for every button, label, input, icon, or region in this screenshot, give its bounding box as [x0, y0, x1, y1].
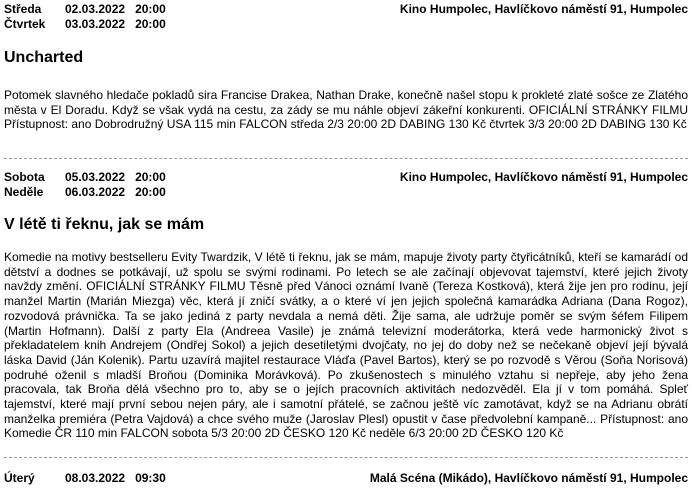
event-header	[4, 471, 688, 486]
date-row	[4, 185, 166, 200]
event-header	[4, 170, 688, 200]
date-row	[4, 471, 166, 486]
date-day: Sobota	[4, 170, 45, 184]
date-value: 05.03.2022	[65, 170, 126, 184]
date-day: Úterý	[4, 471, 35, 485]
event-divider	[4, 457, 688, 458]
event-description: Potomek slavného hledače pokladů sira Francise Drakea, Nathan Drake, konečně našel stopu k prokleté zlaté sošce ze Zlatého města v El Doradu. Když se však vydá na cestu, za zády se mu náhle objeví zákeřní konkurenti. OFICIÁLNÍ STRÁNKY FILMU Přístupnost: ano Dobrodružný USA 115 min FALCON středa 2/3 20:00 2D DABING 130 Kč čtvrtek 3/3 20:00 2D DABING 130 Kč	[4, 88, 688, 132]
event-title: Uncharted	[4, 49, 84, 66]
date-time: 09:30	[135, 471, 166, 485]
event-venue: Malá Scéna (Mikádo), Havlíčkovo náměstí 91, Humpolec	[369, 471, 688, 485]
date-day: Čtvrtek	[4, 17, 46, 31]
date-row	[4, 17, 166, 32]
date-value: 02.03.2022	[65, 2, 126, 16]
date-value: 03.03.2022	[65, 17, 126, 31]
event-dates	[4, 170, 166, 200]
event-header	[4, 2, 688, 32]
event-venue: Kino Humpolec, Havlíčkovo náměstí 91, Humpolec	[399, 2, 688, 16]
date-time: 20:00	[135, 170, 166, 184]
date-value: 08.03.2022	[65, 471, 126, 485]
date-row	[4, 2, 166, 17]
date-row	[4, 170, 166, 185]
event-description: Komedie na motivy bestselleru Evity Twardzik, V létě ti řeknu, jak se mám, mapuje životy party čtyřicátníků, kteří se kamarádí od dětství a dodnes se potkávají, už spolu se svými rodinami. Po letech se ale začínají objevovat tajemství, které jejich životy navždy změní. OFICIÁLNÍ STRÁNKY FILMU Těsně před Vánoci oznámí Ivaně (Tereza Kostková), která žije jen pro rodinu, její manžel Martin (Marián Miezga) věc, která jí zničí svátky, a o které ví jen jejich společná kamarádka Adriana (Dana Rogoz), rozvodová právnička. Ta se jako jediná z party nevdala a nemá děti. Žije sama, ale udržuje poměr se svým šéfem Filipem (Martin Hofmann). Další z party Ela (Andreea Vasile) je známá televizní moderátorka, která vede harmonický život s překladatelem knih Andrejem (Ondřej Sokol) a jejich desetiletými dvojčaty, no jej do doby než se nečekaně objeví její bývalá láska David (Ján Kolenik). Partu uzavírá majitel restaurace Vláďa (Pavel Bartos), který se po rozvodě s Věrou (Soňa Norisová) podruhé oženil s mladší Broňou (Dominika Morávková). Po zkušenostech s minulého vztahu si nepřeje, aby jeho žena pracovala, tak Broňa dělá všechno pro to, aby se o jejích pracovních aktivitách nedozvěděl. Ela jí v tom pomáhá. Spleť tajemství, které mají první sebou nejen páry, ale i samotní přátelé, se začnou ještě víc zamotávat, když se na Adrianu obrátí manželka premiéra (Petra Vajdová) a chce svého muže (Jaroslav Plesl) opustit v čase předvolební kampaně... Přístupnost: ano Komedie ČR 110 min FALCON sobota 5/3 20:00 2D ČESKO 120 Kč neděle 6/3 20:00 2D ČESKO 120 Kč	[4, 250, 688, 441]
date-time: 20:00	[135, 2, 166, 16]
event-dates	[4, 471, 166, 486]
event-dates	[4, 2, 166, 32]
event-mala-scena	[4, 471, 688, 486]
date-time: 20:00	[135, 185, 166, 199]
date-day: Neděle	[4, 185, 44, 199]
event-title: V létě ti řeknu, jak se mám	[4, 216, 205, 233]
date-value: 06.03.2022	[65, 185, 126, 199]
event-v-lete-ti-reknu	[4, 170, 688, 441]
event-venue: Kino Humpolec, Havlíčkovo náměstí 91, Humpolec	[399, 170, 688, 184]
date-time: 20:00	[135, 17, 166, 31]
event-uncharted	[4, 2, 688, 132]
date-day: Středa	[4, 2, 42, 16]
event-divider	[4, 158, 688, 159]
